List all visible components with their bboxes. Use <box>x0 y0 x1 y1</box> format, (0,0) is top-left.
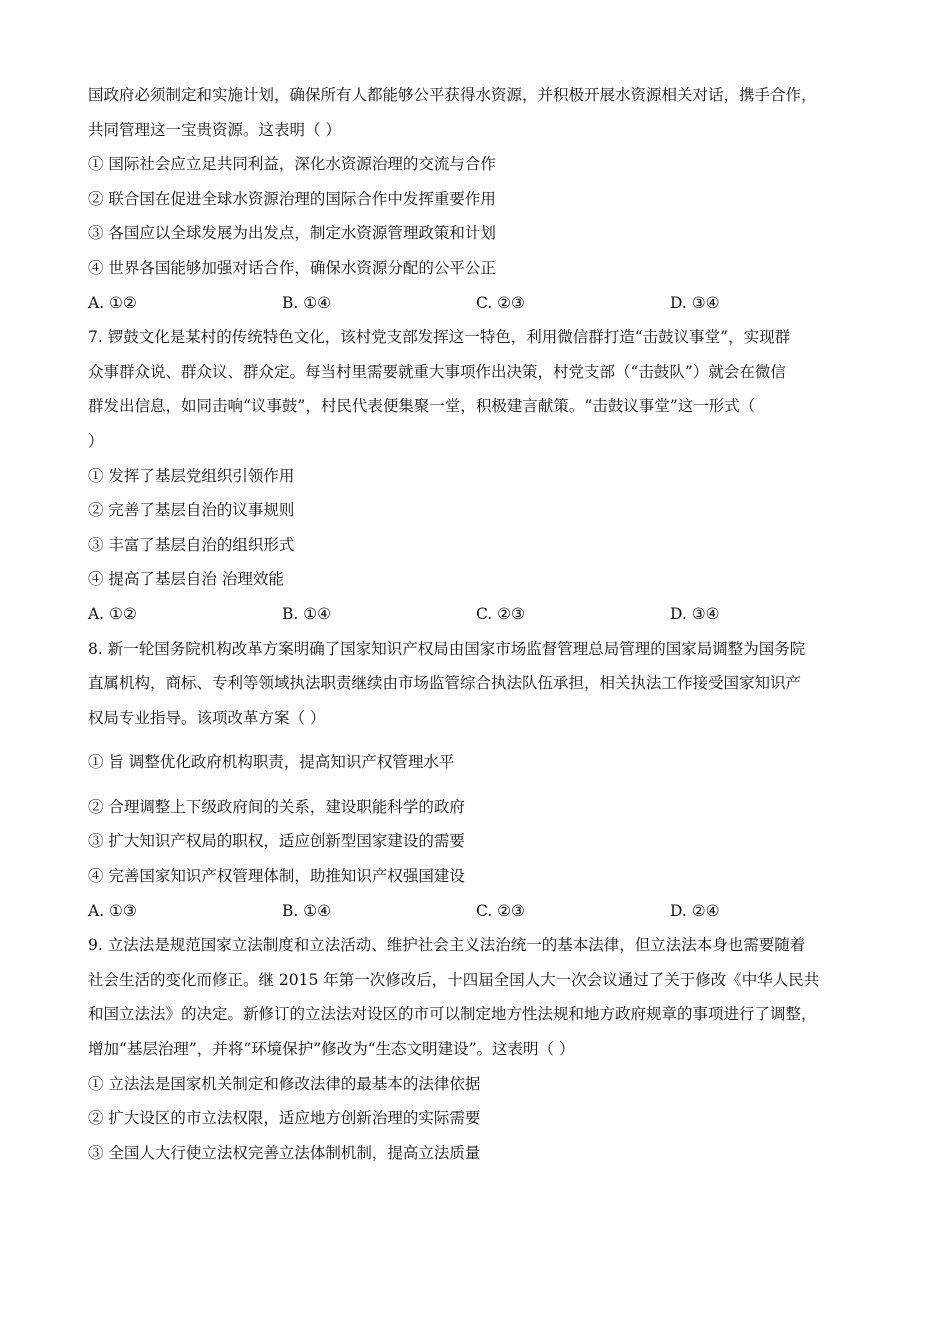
q7-option: ① 发挥了基层党组织引领作用 <box>88 466 295 485</box>
q6-choice-b: B. ①④ <box>282 293 332 312</box>
question-9 <box>88 928 868 1170</box>
q8-stem-line: 8. 新一轮国务院机构改革方案明确了国家知识产权局由国家市场监督管理总局管理的国家局调整为国务院 <box>88 639 806 658</box>
q8-stem-line: 直属机构，商标、专利等领域执法职责继续由市场监管综合执法队伍承担，相关执法工作接受国家知识产 <box>88 674 802 693</box>
q8-option: ④ 完善国家知识产权管理体制，助推知识产权强国建设 <box>88 867 465 886</box>
q7-stem-line: 群发出信息，如同击响“议事鼓”，村民代表便集聚一堂，积极建言献策。“击鼓议事堂”这一形式（ <box>88 397 756 416</box>
question-6 <box>88 78 868 320</box>
q7-stem-line: 7. 锣鼓文化是某村的传统特色文化，该村党支部发挥这一特色，利用微信群打造“击鼓议事堂”，实现群 <box>88 328 791 347</box>
q7-choice-b: B. ①④ <box>282 604 332 623</box>
q9-option: ① 立法法是国家机关制定和修改法律的最基本的法律依据 <box>88 1074 481 1093</box>
q7-choice-c: C. ②③ <box>476 604 525 623</box>
q9-stem-line: 9. 立法法是规范国家立法制度和立法活动、维护社会主义法治统一的基本法律，但立法法本身也需要随着 <box>88 936 806 955</box>
q8-choice-a: A. ①③ <box>88 901 137 920</box>
q8-choice-d: D. ②④ <box>670 901 720 920</box>
q6-choice-d: D. ③④ <box>670 293 720 312</box>
q8-option: ① 旨 调整优化政府机构职责，提高知识产权管理水平 <box>88 753 455 772</box>
q8-stem-line: 权局专业指导。该项改革方案（ ） <box>88 708 326 727</box>
q9-stem-line: 增加“基层治理”，并将“环境保护”修改为“生态文明建设”。这表明（ ） <box>88 1040 575 1059</box>
q6-option: ③ 各国应以全球发展为出发点，制定水资源管理政策和计划 <box>88 224 496 243</box>
exam-page <box>88 78 868 1170</box>
q6-choice-c: C. ②③ <box>476 293 525 312</box>
q9-option: ② 扩大设区的市立法权限，适应地方创新治理的实际需要 <box>88 1109 481 1128</box>
q8-option: ② 合理调整上下级政府间的关系，建设职能科学的政府 <box>88 797 465 816</box>
q9-stem-line: 社会生活的变化而修正。继 2015 年第一次修改后，十四届全国人大一次会议通过了关于修改《中华人民共 <box>88 970 820 989</box>
q8-choice-c: C. ②③ <box>476 901 525 920</box>
question-7 <box>88 320 868 631</box>
q8-choice-b: B. ①④ <box>282 901 332 920</box>
q6-answer-choices <box>88 286 868 321</box>
q6-option: ② 联合国在促进全球水资源治理的国际合作中发挥重要作用 <box>88 189 496 208</box>
q7-choice-a: A. ①② <box>88 604 137 623</box>
q6-option: ④ 世界各国能够加强对话合作，确保水资源分配的公平公正 <box>88 258 496 277</box>
q9-option: ③ 全国人大行使立法权完善立法体制机制，提高立法质量 <box>88 1143 481 1162</box>
question-8 <box>88 632 868 929</box>
q7-option: ④ 提高了基层自治 治理效能 <box>88 570 284 589</box>
q6-stem-line: 国政府必须制定和实施计划，确保所有人都能够公平获得水资源，并积极开展水资源相关对话，携手合作， <box>88 86 817 104</box>
q8-option: ③ 扩大知识产权局的职权，适应创新型国家建设的需要 <box>88 832 465 851</box>
q7-choice-d: D. ③④ <box>670 604 720 623</box>
q7-stem-line: 众事群众说、群众议、群众定。每当村里需要就重大事项作出决策，村党支部（“击鼓队”）就会在微信 <box>88 362 786 381</box>
q7-stem-line: ） <box>88 431 104 450</box>
q7-answer-choices <box>88 597 868 632</box>
q7-option: ② 完善了基层自治的议事规则 <box>88 501 295 520</box>
q9-stem-line: 和国立法法》的决定。新修订的立法法对设区的市可以制定地方性法规和地方政府规章的事项进行了调整， <box>88 1005 817 1024</box>
q8-answer-choices <box>88 894 868 929</box>
q7-option: ③ 丰富了基层自治的组织形式 <box>88 535 295 554</box>
q6-choice-a: A. ①② <box>88 293 137 312</box>
q6-stem-line: 共同管理这一宝贵资源。这表明（ ） <box>88 120 341 139</box>
q6-option: ① 国际社会应立足共同利益，深化水资源治理的交流与合作 <box>88 155 496 174</box>
